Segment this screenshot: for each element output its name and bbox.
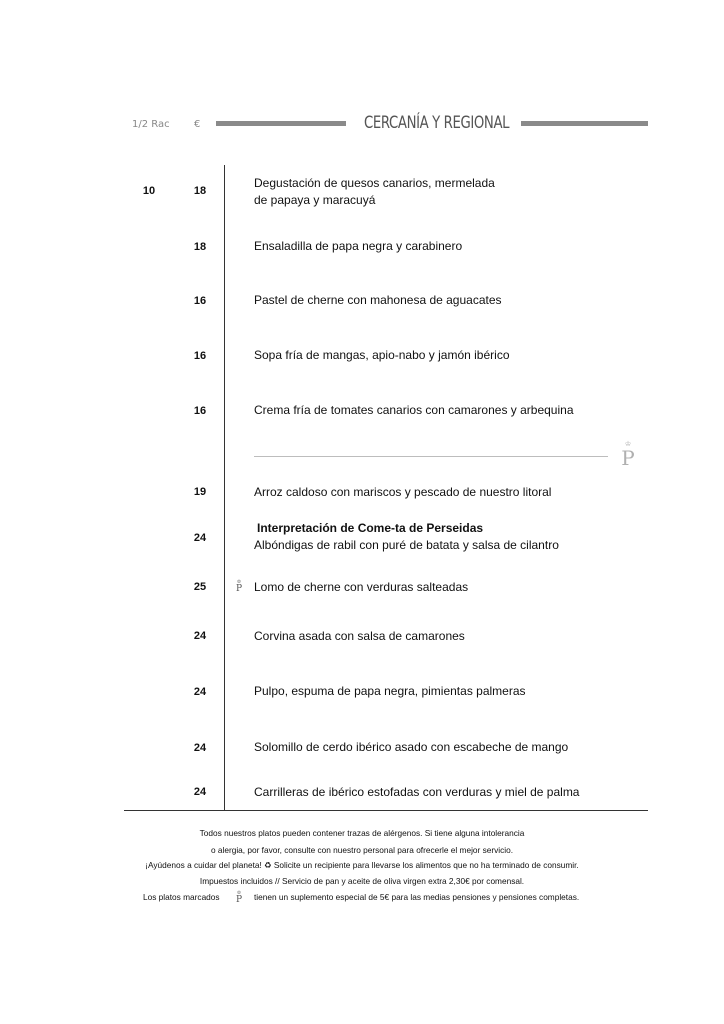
dish-price: 16 [193, 295, 207, 307]
dish-name: Crema fría de tomates canarios con camarones y arbequina [254, 403, 574, 417]
dish-price: 25 [193, 581, 207, 593]
dish-name: Albóndigas de rabil con puré de batata y salsa de cilantro [254, 538, 559, 552]
dish-name: Lomo de cherne con verduras salteadas [254, 580, 469, 594]
dish-price: 24 [193, 686, 207, 698]
dish-name: Corvina asada con salsa de camarones [254, 629, 465, 643]
dish-price: 18 [193, 241, 207, 253]
price-column-divider [224, 165, 225, 810]
dish-name: Pastel de cherne con mahonesa de aguacates [254, 293, 502, 307]
dish-price: 24 [193, 742, 207, 754]
dish-price: 16 [193, 350, 207, 362]
p-logo-icon: ♔ P [621, 440, 635, 470]
section-title: CERCANÍA Y REGIONAL [364, 113, 510, 133]
allergen-notice: Todos nuestros platos pueden contener trazas de alérgenos. Si tiene alguna intolerancia [199, 828, 525, 838]
menu-bottom-rule [124, 810, 648, 811]
half-price: 10 [142, 185, 156, 197]
dish-name: Arroz caldoso con mariscos y pescado de nuestro litoral [254, 485, 552, 499]
dish-item [254, 520, 559, 554]
dish-name: Solomillo de cerdo ibérico asado con escabeche de mango [254, 740, 569, 754]
half-portion-header: 1/2 Rac [132, 119, 170, 130]
dish-subtitle: Interpretación de Come-ta de Perseidas [257, 521, 484, 535]
dish-name: Pulpo, espuma de papa negra, pimientas palmeras [254, 684, 526, 698]
supplement-p-icon: ♔ P [235, 579, 243, 594]
dish-price: 18 [193, 185, 207, 197]
dish-name: Carrilleras de ibérico estofadas con verduras y miel de palma [254, 785, 580, 799]
dish-item [254, 175, 495, 209]
tax-notice: Impuestos incluidos // Servicio de pan y aceite de oliva virgen extra 2,30€ por comensal. [199, 876, 525, 886]
dish-name-line2: de papaya y maracuyá [254, 193, 376, 207]
dish-price: 24 [193, 532, 207, 544]
dish-name-line1: Degustación de quesos canarios, mermelada [254, 176, 495, 190]
currency-header: € [194, 119, 201, 130]
dish-name: Sopa fría de mangas, apio-nabo y jamón ibérico [254, 348, 510, 362]
dish-price: 24 [193, 630, 207, 642]
header-bar-right [521, 121, 648, 126]
supplement-notice-b: tienen un suplemento especial de 5€ para las medias pensiones y pensiones completas. [254, 892, 580, 902]
allergen-notice-2: o alergia, por favor, consulte con nuestro personal para ofrecerle el mejor servicio. [210, 845, 514, 855]
supplement-p-icon: ♔ P [235, 890, 243, 905]
dish-price: 16 [193, 405, 207, 417]
dish-name: Ensaladilla de papa negra y carabinero [254, 239, 463, 253]
planet-notice: ¡Ayúdenos a cuidar del planeta! ♻ Solicite un recipiente para llevarse los alimentos que no ha terminado de consumir. [145, 860, 579, 870]
header-bar-left [216, 121, 346, 126]
section-separator [254, 456, 608, 457]
supplement-notice-a: Los platos marcados [143, 892, 220, 902]
dish-price: 19 [193, 486, 207, 498]
dish-price: 24 [193, 786, 207, 798]
